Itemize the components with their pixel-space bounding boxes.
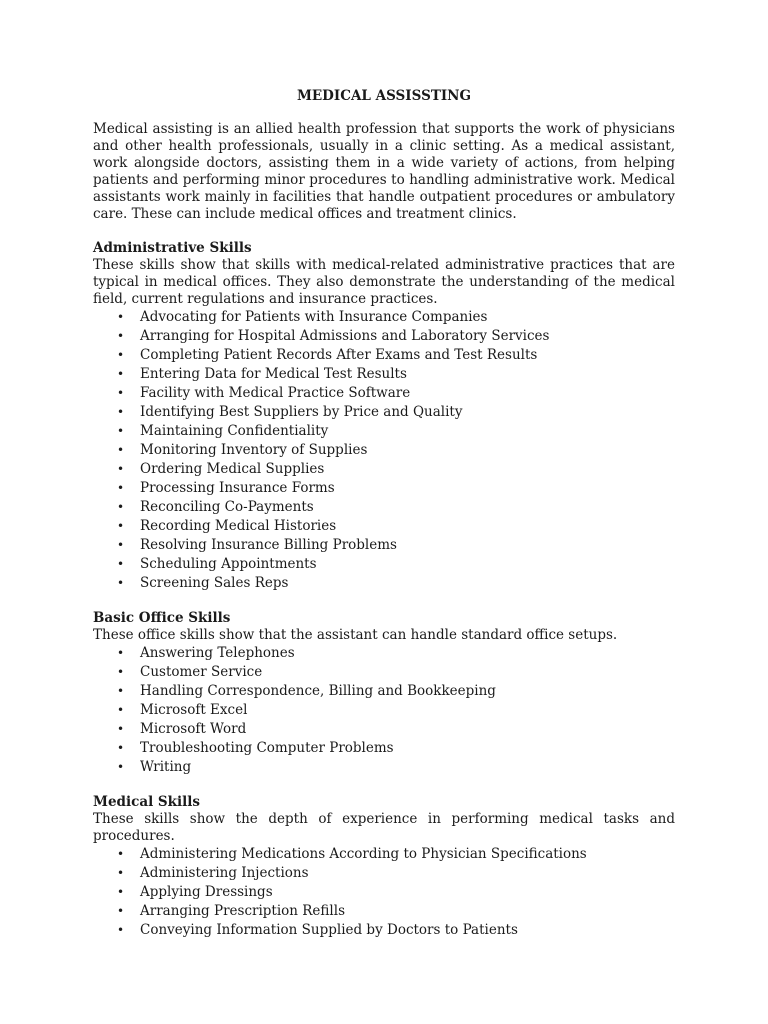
list-item-text: Maintaining Confidentiality: [140, 423, 329, 439]
bullet-icon: •: [117, 405, 125, 419]
bullet-icon: •: [117, 557, 125, 571]
section: [93, 610, 675, 777]
bullet-icon: •: [117, 500, 125, 514]
bullet-icon: •: [117, 904, 125, 918]
list-item: [93, 403, 675, 422]
bullet-list: [93, 308, 675, 593]
bullet-icon: •: [117, 576, 125, 590]
list-item-text: Processing Insurance Forms: [140, 480, 335, 496]
list-item-text: Writing: [140, 759, 192, 775]
list-item: [93, 460, 675, 479]
list-item-text: Answering Telephones: [140, 645, 295, 661]
list-item: [93, 682, 675, 701]
section-heading: Basic Office Skills: [93, 610, 231, 626]
list-item: [93, 739, 675, 758]
bullet-icon: •: [117, 367, 125, 381]
list-item: [93, 864, 675, 883]
list-item: [93, 883, 675, 902]
list-item: [93, 498, 675, 517]
list-item-text: Ordering Medical Supplies: [140, 461, 325, 477]
list-item: [93, 346, 675, 365]
section: [93, 240, 675, 593]
list-item: [93, 555, 675, 574]
bullet-list: [93, 845, 675, 940]
bullet-list: [93, 644, 675, 777]
bullet-icon: •: [117, 866, 125, 880]
list-item: [93, 517, 675, 536]
bullet-icon: •: [117, 722, 125, 736]
list-item-text: Entering Data for Medical Test Results: [140, 366, 407, 382]
sections-container: [93, 240, 675, 940]
list-item: [93, 845, 675, 864]
list-item-text: Screening Sales Reps: [140, 575, 289, 591]
list-item-text: Handling Correspondence, Billing and Bookkeeping: [140, 683, 496, 699]
bullet-icon: •: [117, 329, 125, 343]
bullet-icon: •: [117, 462, 125, 476]
list-item: [93, 720, 675, 739]
list-item: [93, 574, 675, 593]
intro-paragraph: Medical assisting is an allied health profession that supports the work of physicians and other health professionals, usually in a clinic setting. As a medical assistant, work alongside doctors, assisting them in a wide variety of actions, from helping patients and performing minor procedures to handling administrative work. Medical assistants work mainly in facilities that handle outpatient procedures or ambulatory care. These can include medical offices and treatment clinics.: [93, 121, 675, 222]
bullet-icon: •: [117, 885, 125, 899]
list-item-text: Monitoring Inventory of Supplies: [140, 442, 368, 458]
list-item-text: Arranging Prescription Refills: [140, 903, 345, 919]
bullet-icon: •: [117, 519, 125, 533]
list-item: [93, 308, 675, 327]
list-item-text: Recording Medical Histories: [140, 518, 337, 534]
document-page: [93, 88, 675, 940]
bullet-icon: •: [117, 481, 125, 495]
bullet-icon: •: [117, 665, 125, 679]
list-item-text: Advocating for Patients with Insurance Companies: [140, 309, 488, 325]
bullet-icon: •: [117, 923, 125, 937]
bullet-icon: •: [117, 443, 125, 457]
list-item-text: Administering Injections: [140, 865, 309, 881]
list-item: [93, 902, 675, 921]
section: [93, 794, 675, 940]
bullet-icon: •: [117, 741, 125, 755]
document-title: MEDICAL ASSISSTING: [296, 88, 472, 104]
list-item-text: Resolving Insurance Billing Problems: [140, 537, 397, 553]
list-item: [93, 327, 675, 346]
list-item: [93, 536, 675, 555]
list-item: [93, 644, 675, 663]
section-heading: Medical Skills: [93, 794, 200, 810]
bullet-icon: •: [117, 703, 125, 717]
list-item-text: Troubleshooting Computer Problems: [140, 740, 394, 756]
bullet-icon: •: [117, 760, 125, 774]
bullet-icon: •: [117, 348, 125, 362]
list-item: [93, 663, 675, 682]
list-item-text: Identifying Best Suppliers by Price and Quality: [140, 404, 463, 420]
list-item-text: Scheduling Appointments: [140, 556, 317, 572]
section-description: These skills show the depth of experience in performing medical tasks and procedures.: [93, 811, 675, 844]
list-item: [93, 384, 675, 403]
list-item-text: Arranging for Hospital Admissions and Laboratory Services: [140, 328, 550, 344]
list-item-text: Administering Medications According to Physician Specifications: [140, 846, 587, 862]
bullet-icon: •: [117, 847, 125, 861]
list-item-text: Completing Patient Records After Exams and Test Results: [140, 347, 538, 363]
list-item: [93, 365, 675, 384]
bullet-icon: •: [117, 538, 125, 552]
list-item: [93, 758, 675, 777]
bullet-icon: •: [117, 310, 125, 324]
list-item-text: Facility with Medical Practice Software: [140, 385, 411, 401]
bullet-icon: •: [117, 424, 125, 438]
list-item-text: Applying Dressings: [140, 884, 273, 900]
list-item: [93, 441, 675, 460]
list-item: [93, 422, 675, 441]
list-item-text: Reconciling Co-Payments: [140, 499, 314, 515]
section-heading: Administrative Skills: [93, 240, 252, 256]
bullet-icon: •: [117, 386, 125, 400]
list-item-text: Conveying Information Supplied by Doctors to Patients: [140, 922, 518, 938]
list-item-text: Microsoft Word: [140, 721, 247, 737]
bullet-icon: •: [117, 684, 125, 698]
list-item: [93, 479, 675, 498]
bullet-icon: •: [117, 646, 125, 660]
list-item: [93, 701, 675, 720]
section-description: These skills show that skills with medical-related administrative practices that are typical in medical offices. They also demonstrate the understanding of the medical field, current regulations and insurance practices.: [93, 257, 675, 307]
list-item-text: Customer Service: [140, 664, 263, 680]
list-item: [93, 921, 675, 940]
section-description: These office skills show that the assistant can handle standard office setups.: [93, 627, 618, 643]
list-item-text: Microsoft Excel: [140, 702, 248, 718]
